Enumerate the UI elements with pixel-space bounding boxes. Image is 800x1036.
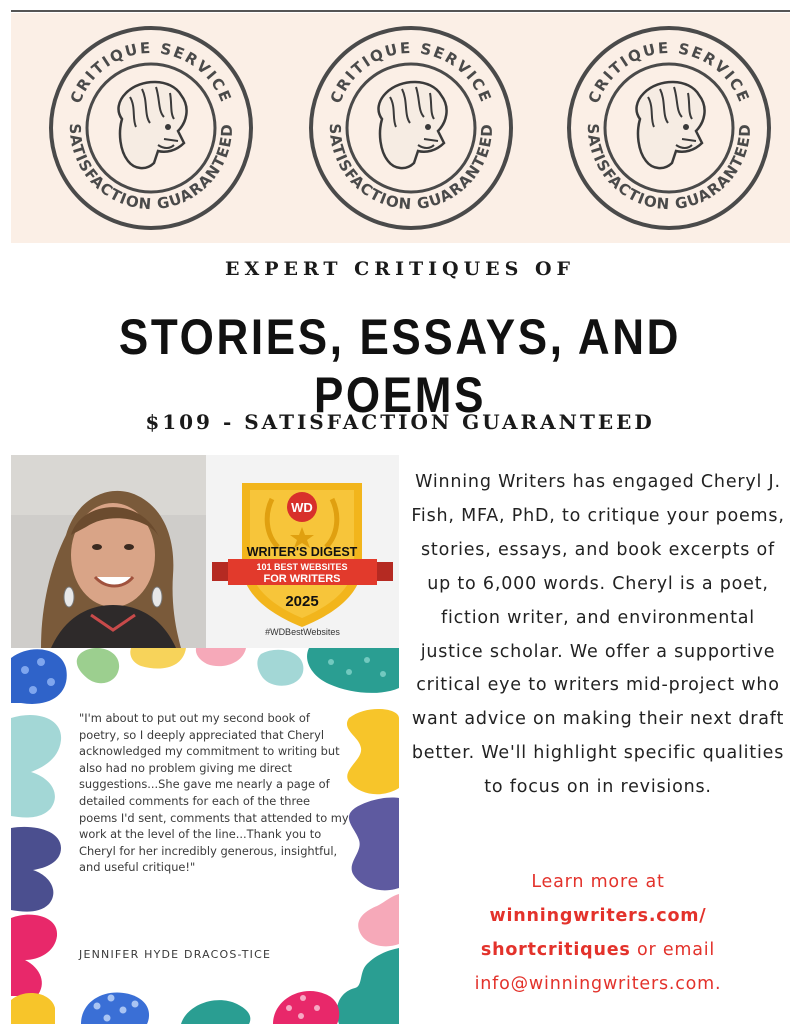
- critique-seal: [564, 23, 774, 233]
- badge-ribbon-line2: FOR WRITERS: [263, 573, 341, 585]
- critique-seal: [306, 23, 516, 233]
- seal-bottom-text: SATISFACTION GUARANTEED: [325, 123, 497, 214]
- badge-year: 2025: [285, 593, 319, 610]
- badge-ribbon-line1: 101 BEST WEBSITES: [256, 562, 348, 572]
- website-link[interactable]: winningwriters.com/: [489, 905, 707, 926]
- heading-eyebrow: EXPERT CRITIQUES OF: [224, 258, 575, 280]
- testimonial-quote: "I'm about to put out my second book of poetry, so I deeply appreciated that Cheryl acknowledged my commitment to writing but also had no problem giving me direct suggestions...She gave me nearly a page of detailed comments for each of the three poems I'd sent, comments that attended to my work at the level of the line...Thank you to Cheryl for her incredibly generous, insightful, and useful critique!": [79, 711, 349, 875]
- lion-head-icon: [637, 82, 705, 168]
- cta-lead: Learn more at: [531, 872, 665, 892]
- top-rule: [11, 10, 790, 12]
- writers-digest-badge: [206, 455, 399, 648]
- seal-bottom-text: SATISFACTION GUARANTEED: [583, 123, 755, 214]
- seal-top-text: CRITIQUE SERVICE: [66, 38, 236, 107]
- price-line: $109 - SATISFACTION GUARANTEED: [145, 410, 655, 434]
- seal-bottom-text: SATISFACTION GUARANTEED: [65, 123, 237, 214]
- cta-or-email: or email: [630, 939, 716, 960]
- testimonial-panel: [11, 648, 399, 1024]
- seal-top-text: CRITIQUE SERVICE: [584, 38, 754, 107]
- badge-hashtag: #WDBestWebsites: [265, 627, 340, 637]
- email-link[interactable]: info@winningwriters.com.: [474, 973, 722, 994]
- critique-seal: [46, 23, 256, 233]
- testimonial-author: JENNIFER HYDE DRACOS-TICE: [79, 948, 272, 961]
- critic-photo: [11, 455, 206, 648]
- website-link-path[interactable]: shortcritiques: [480, 939, 631, 960]
- service-description: Winning Writers has engaged Cheryl J. Fish, MFA, PhD, to critique your poems, stories, essays, and book excerpts of up to 6,000 words. Cheryl is a poet, fiction writer, and environmental justice scholar. We offer a supportive critical eye to writers mid-project who want advice on making their next draft better. We'll highlight specific qualities to focus on in revisions.: [411, 472, 785, 798]
- seal-banner: [11, 13, 790, 243]
- wd-logo: WD: [291, 500, 313, 515]
- seal-top-text: CRITIQUE SERVICE: [326, 38, 496, 107]
- lion-head-icon: [119, 82, 187, 168]
- badge-title: WRITER'S DIGEST: [246, 545, 358, 559]
- call-to-action: [410, 866, 786, 1002]
- page-title: STORIES, ESSAYS, AND POEMS: [118, 309, 682, 423]
- lion-head-icon: [379, 82, 447, 168]
